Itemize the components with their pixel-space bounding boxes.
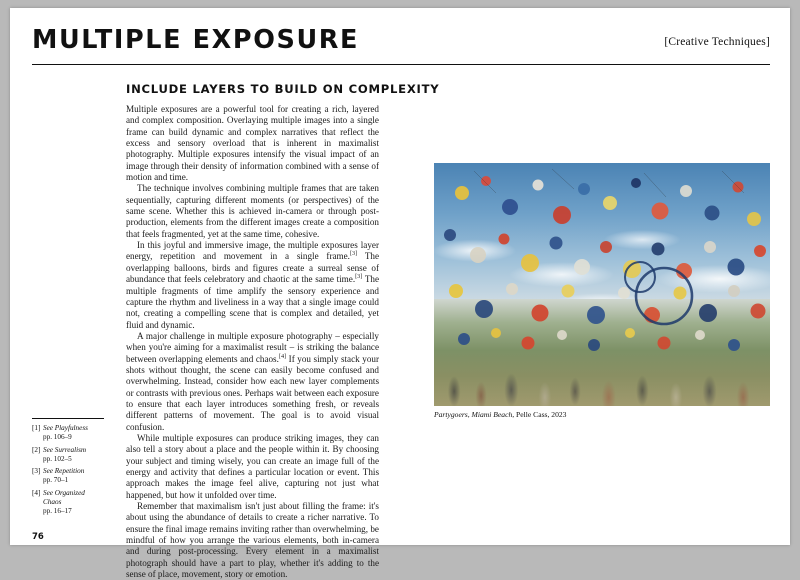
- footnote-pages: pp. 106–9: [43, 433, 72, 442]
- footnote-title: See Surrealism: [43, 445, 87, 454]
- footnote-body: [43, 424, 104, 442]
- footnote-item: [32, 467, 104, 485]
- footnote-body: [43, 446, 104, 464]
- footnote-item: [32, 446, 104, 464]
- section-heading: INCLUDE LAYERS TO BUILD ON COMPLEXITY: [126, 82, 440, 96]
- footnote-number: [3]: [32, 467, 41, 476]
- footnote-marker: [3]: [355, 273, 363, 281]
- paragraph: While multiple exposures can produce striking images, they can also tell a story about a place and the people within it. By choosing your subject and timing wisely, you can create an image full of the energy and activity that defines a particular location or event. This approach makes the image feel alive, capturing not just what happened, but how it unfolded over time.: [126, 432, 379, 500]
- footnote-number: [2]: [32, 445, 41, 454]
- footnote-number: [4]: [32, 489, 41, 498]
- footnote-marker: [4]: [278, 352, 287, 360]
- footnote-pages: pp. 102–5: [43, 454, 72, 463]
- body-text-column: [126, 104, 379, 580]
- figure-caption-credit: , Pelle Cass, 2023: [512, 410, 567, 419]
- page-title: MULTIPLE EXPOSURE: [32, 25, 359, 55]
- figure-caption: [434, 410, 770, 419]
- figure-image: [434, 163, 770, 406]
- page-number: 76: [32, 532, 44, 542]
- document-page: [10, 8, 790, 580]
- paragraph: Remember that maximalism isn't just about filling the frame: it's about using the abundance of details to create a richer narrative. To ensure the final image remains inviting rather than overwhelming, be mindful of how you arrange the various elements, both in-camera and during post-processing. Every element in a maximalist photograph should have a part to play, whether it's adding to the sense of place, movement, story or emotion.: [126, 501, 379, 580]
- paragraph: Multiple exposures are a powerful tool for creating a rich, layered and complex composition. Overlaying multiple images into a single frame can build dynamic and complex narratives that reflect the excess and sensory overload that is inherent in maximalist photography. Multiple exposures intensify the visual impact of an image through their density of information combined with a sense of motion and time.: [126, 104, 379, 183]
- page-header: [32, 26, 770, 65]
- figure-caption-title: Partygoers, Miami Beach: [434, 410, 513, 419]
- paragraph: In this joyful and immersive image, the multiple exposures layer energy, repetition and movement in a single frame.[3] The overlapping balloons, birds and figures create a surreal sense of abundance that feels celebratory and chaotic at the same time.[3] The multiple fragments of time amplify the sensory experience and capture the rhythm and liveliness in a way that a single image could not, creating a compelling scene that is complex and detailed, yet fluid and dynamic.: [126, 240, 379, 330]
- footnote-item: [32, 489, 104, 516]
- footnotes-block: [32, 418, 104, 520]
- footnote-pages: pp. 70–1: [43, 476, 69, 485]
- footnote-body: [43, 467, 104, 485]
- paragraph: A major challenge in multiple exposure photography – especially when you're aiming for a maximalist result – is striking the balance between overlapping elements and chaos.[4] If you simply stack your shots without thought, the scene can easily become confused and overwhelming. Instead, consider how each new layer complements or contrasts with previous ones. Perhaps wait between each exposure to ensure that each layer introduces something fresh, or reveals different patterns of movement. The goal is to avoid visual confusion.: [126, 330, 379, 432]
- header-section-label: [Creative Techniques]: [664, 36, 770, 48]
- footnote-marker: [3]: [349, 250, 358, 258]
- paragraph: The technique involves combining multiple frames that are taken sequentially, capturing different moments (or perspectives) of the same scene. Whether this is achieved in-camera or through post-production, elements from the different images create a composition that feels fragmented, yet at the same time, cohesive.: [126, 183, 379, 239]
- footnote-item: [32, 424, 104, 442]
- footnote-title: See Playfulness: [43, 424, 88, 432]
- footnote-pages: pp. 16–17: [43, 507, 72, 516]
- footnote-title: See Organized Chaos: [43, 489, 85, 507]
- footnote-number: [1]: [32, 424, 41, 432]
- footnote-body: [43, 489, 104, 516]
- figure: [434, 163, 770, 419]
- balloons-layer: [434, 163, 770, 406]
- footnote-title: See Repetition: [43, 467, 85, 476]
